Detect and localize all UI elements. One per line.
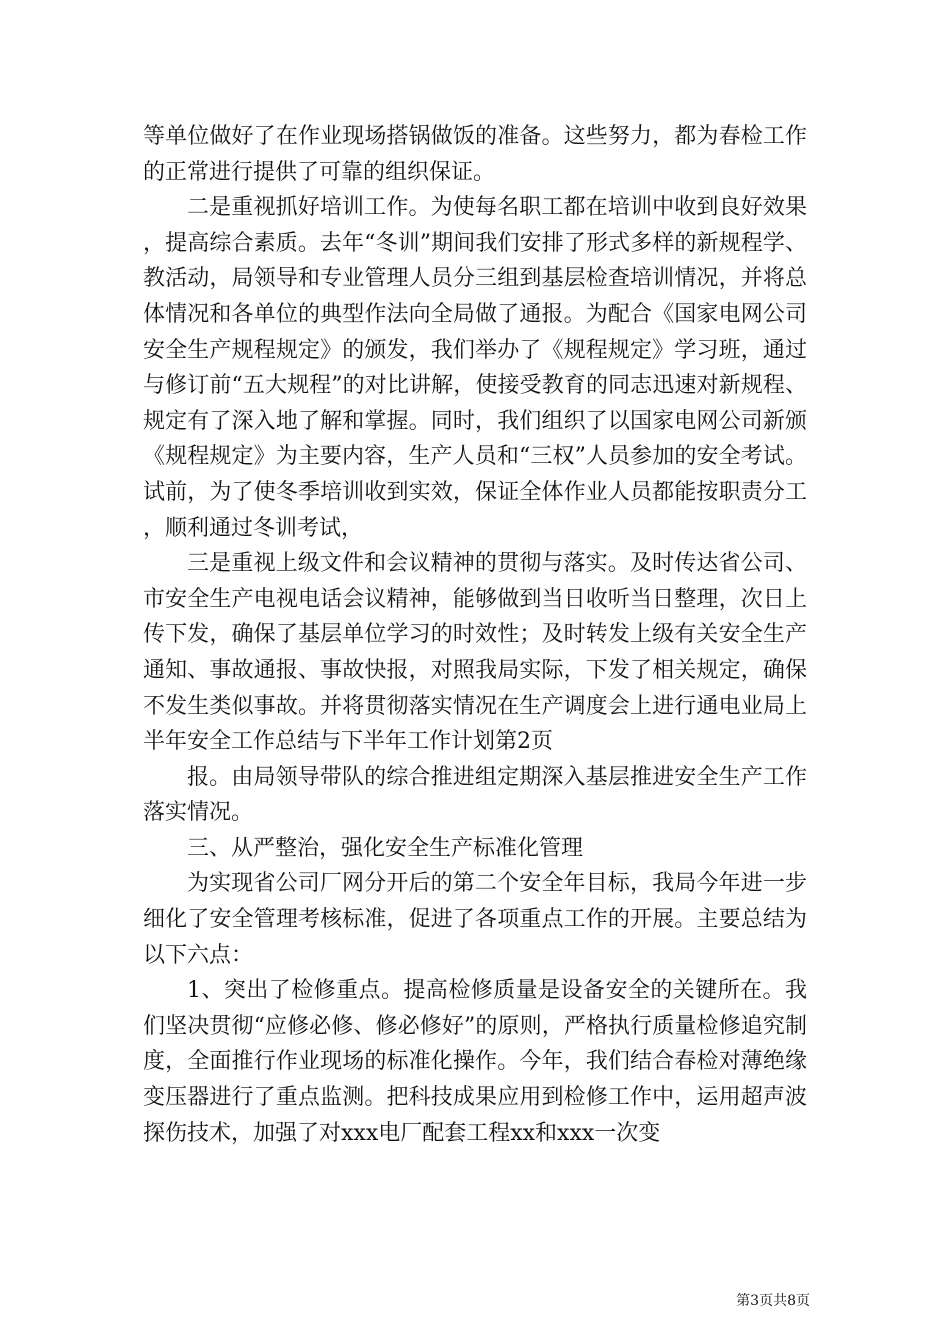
paragraph: 报。由局领导带队的综合推进组定期深入基层推进安全生产工作落实情况。 xyxy=(143,764,807,826)
document-body xyxy=(143,119,807,1151)
page-footer xyxy=(0,1290,950,1310)
paragraph: 三是重视上级文件和会议精神的贯彻与落实。及时传达省公司、市安全生产电视电话会议精神，能够做到当日收听当日整理，次日上传下发，确保了基层单位学习的时效性；及时转发上级有关安全生产通知、事故通报、事故快报，对照我局实际，下发了相关规定，确保不发生类似事故。并将贯彻落实情况在生产调度会上进行通电业局上半年安全工作总结与下半年工作计划第2页 xyxy=(143,551,807,755)
paragraph: 1、突出了检修重点。提高检修质量是设备安全的关键所在。我们坚决贯彻“应修必修、修必修好”的原则，严格执行质量检修追究制度，全面推行作业现场的标准化操作。今年，我们结合春检对薄绝缘变压器进行了重点监测。把科技成果应用到检修工作中，运用超声波探伤技术，加强了对xxx电厂配套工程xx和xxx一次变 xyxy=(143,978,807,1146)
paragraph: 等单位做好了在作业现场搭锅做饭的准备。这些努力，都为春检工作的正常进行提供了可靠的组织保证。 xyxy=(143,124,807,185)
paragraph: 二是重视抓好培训工作。为使每名职工都在培训中收到良好效果，提高综合素质。去年“冬训”期间我们安排了形式多样的新规程学、教活动，局领导和专业管理人员分三组到基层检查培训情况，并将总体情况和各单位的典型作法向全局做了通报。为配合《国家电网公司安全生产规程规定》的颁发，我们举办了《规程规定》学习班，通过与修订前“五大规程”的对比讲解，使接受教育的同志迅速对新规程、规定有了深入地了解和掌握。同时，我们组织了以国家电网公司新颁《规程规定》为主要内容，生产人员和“三权”人员参加的安全考试。试前，为了使冬季培训收到实效，保证全体作业人员都能按职责分工，顺利通过冬训考试， xyxy=(143,195,807,541)
paragraph: 为实现省公司厂网分开后的第二个安全年目标，我局今年进一步细化了安全管理考核标准，促进了各项重点工作的开展。主要总结为以下六点： xyxy=(143,871,807,968)
page-number: 第3页共8页 xyxy=(736,1293,810,1309)
section-heading: 三、从严整治，强化安全生产标准化管理 xyxy=(187,835,584,861)
